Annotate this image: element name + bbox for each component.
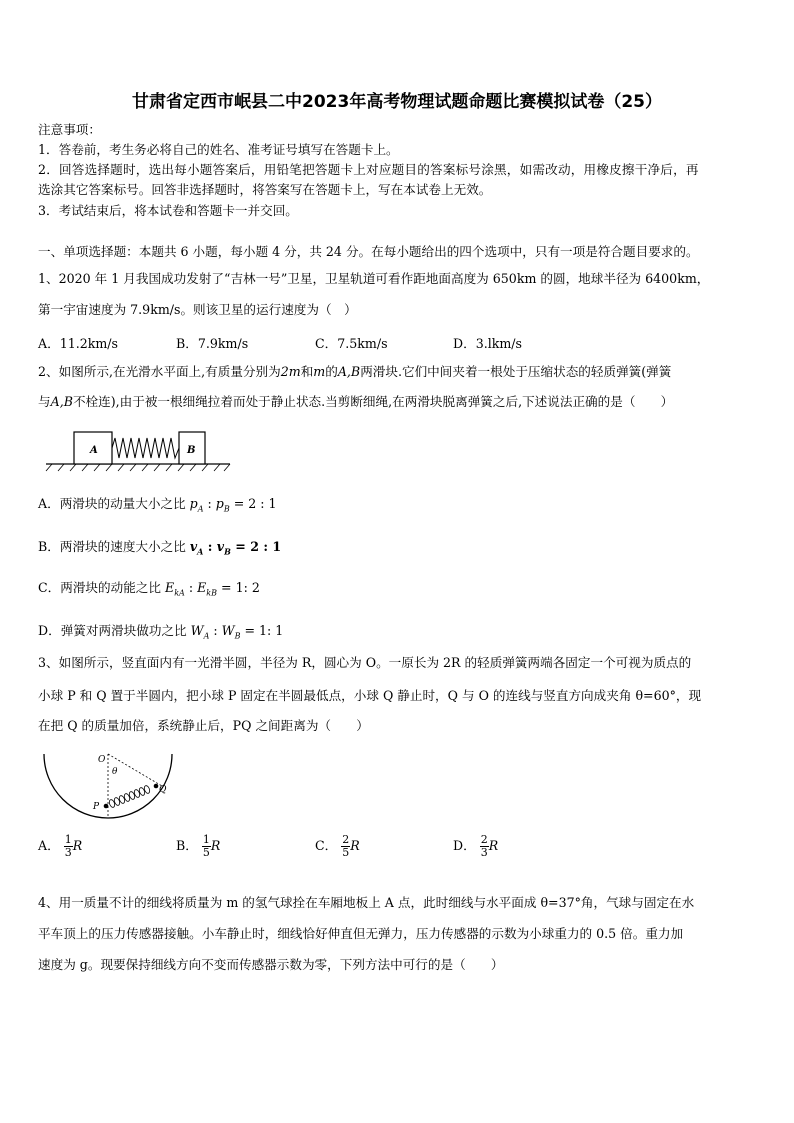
exam-title: 甘肃省定西市岷县二中2023年高考物理试题命题比赛模拟试卷（25） [132, 92, 662, 112]
q3-option-c-label: C． [315, 838, 338, 853]
q2-option-a: A．两滑块的动量大小之比 $p_A$ : $p_B = 2$ : 1 [38, 496, 277, 514]
q2-mass-m: m [313, 364, 326, 379]
q3-option-c-num: 2 [342, 833, 350, 846]
q3-option-a-r: R [72, 838, 83, 853]
q1-option-a: A．11.2km/s [38, 336, 119, 351]
notice-heading: 注意事项： [38, 122, 101, 137]
q1-stem-line1: 1、2020 年 1 月我国成功发射了“吉林一号”卫星，卫星轨道可看作距地面高度为 650km 的圆，地球半径为 6400km， [38, 271, 710, 286]
notice-item-2: 2．回答选择题时，选出每小题答案后，用铅笔把答题卡上对应题目的答案标号涂黑，如需改动，用橡皮擦干净后，再 [38, 162, 699, 177]
q2-stem-line1 [38, 364, 671, 380]
q3-label-o: O [98, 755, 106, 765]
q3-stem-line2: 小球 P 和 Q 置于半圆内，把小球 P 固定在半圆最低点，小球 Q 静止时，Q 与 O 的连线与竖直方向成夹角 θ=60°，现 [38, 688, 702, 703]
q2-stem-text-d: 不栓连),由于被一根细绳拉着而处于静止状态.当剪断细绳,在两滑块脱离弹簧之后,下述说法正确的是（ ） [72, 394, 674, 409]
q3-option-b-label: B． [176, 838, 198, 853]
q2-stem-text-c: 与 [38, 394, 51, 409]
q3-option-c-den: 5 [342, 846, 350, 859]
q2-spring [112, 438, 179, 458]
q3-option-d [453, 834, 498, 859]
q3-stem-line1: 3、如图所示，竖直面内有一光滑半圆，半径为 R，圆心为 O。一原长为 2R 的轻质弹簧两端各固定一个可视为质点的 [38, 655, 692, 670]
q3-spring [108, 785, 150, 808]
q2-stem-line2 [38, 394, 673, 410]
q2-option-d-text: D．弹簧对两滑块做功之比 [38, 623, 187, 638]
q2-option-c-ratio: 1: 2 [235, 580, 260, 595]
q2-and: 和 [300, 364, 314, 379]
q3-option-a [38, 834, 82, 859]
q3-semicircle-figure [40, 748, 185, 840]
q1-option-b: B．7.9km/s [176, 336, 249, 351]
q2-option-d: D．弹簧对两滑块做功之比 $W_A$ : $W_B = 1$: 1 [38, 623, 284, 641]
notice-item-1: 1．答卷前，考生务必将自己的姓名、准考证号填写在答题卡上。 [38, 142, 399, 157]
notice-item-2-cont: 选涂其它答案标号。回答非选择题时，将答案写在答题卡上，写在本试卷上无效。 [38, 182, 492, 197]
q2-mass-2m: 2m [280, 364, 301, 379]
q3-stem-line3: 在把 Q 的质量加倍，系统静止后，PQ 之间距离为（ ） [38, 718, 369, 733]
q2-option-b: B．两滑块的速度大小之比 $v_A$ : $v_B = 2$ : 1 [38, 539, 282, 557]
q4-stem-line1: 4、用一质量不计的细线将质量为 m 的氢气球拴在车厢地板上 A 点，此时细线与水平面成 θ=37°角，气球与固定在水 [38, 895, 695, 910]
q3-option-d-den: 3 [480, 846, 488, 859]
q3-option-c-r: R [350, 838, 360, 853]
q3-option-a-num: 1 [64, 833, 72, 846]
q2-block-a-label: A [90, 445, 98, 456]
q1-option-c: C．7.5km/s [315, 336, 388, 351]
q3-option-a-label: A． [38, 838, 60, 853]
q2-ab-2: A,B [50, 394, 73, 409]
q2-option-c-text: C．两滑块的动能之比 [38, 580, 161, 595]
q2-ab: A,B [337, 364, 361, 379]
q3-option-d-label: D． [453, 838, 476, 853]
q2-stem-text-b: 两滑块.它们中间夹着一根处于压缩状态的轻质弹簧(弹簧 [360, 364, 672, 379]
q3-option-d-r: R [488, 838, 499, 853]
q2-of: 的 [325, 364, 338, 379]
q3-option-b [176, 834, 220, 859]
q2-option-c: C．两滑块的动能之比 $E_{kA}$ : $E_{kB} = 1$: 2 [38, 580, 260, 598]
q2-option-a-ratio: 2 : 1 [248, 496, 277, 511]
q3-label-p: P [93, 802, 100, 812]
q3-label-theta: θ [112, 767, 118, 777]
notice-item-3: 3．考试结束后，将本试卷和答题卡一并交回。 [38, 203, 298, 218]
q2-stem-text-a: 2、如图所示,在光滑水平面上,有质量分别为 [38, 364, 281, 379]
q3-ball-q [154, 784, 159, 789]
q3-option-b-den: 5 [202, 846, 210, 859]
q3-option-b-r: R [210, 838, 221, 853]
q3-ball-p [104, 804, 109, 809]
q4-stem-line3: 速度为 g。现要保持细线方向不变而传感器示数为零，下列方法中可行的是（ ） [38, 957, 504, 972]
q2-block-b-label: B [187, 445, 196, 456]
q2-option-a-text: A．两滑块的动量大小之比 [38, 496, 186, 511]
q3-option-a-den: 3 [64, 846, 72, 859]
q1-option-d: D．3.lkm/s [453, 336, 523, 351]
q2-option-d-ratio: 1: 1 [259, 623, 284, 638]
q3-option-d-num: 2 [480, 833, 488, 846]
q3-label-q: Q [159, 785, 167, 795]
q1-stem-line2: 第一宇宙速度为 7.9km/s。则该卫星的运行速度为（ ） [38, 302, 357, 317]
section-heading: 一、单项选择题：本题共 6 小题，每小题 4 分，共 24 分。在每小题给出的四个选项中，只有一项是符合题目要求的。 [38, 244, 699, 259]
q4-stem-line2: 平车顶上的压力传感器接触。小车静止时，细线恰好伸直但无弹力，压力传感器的示数为小球重力的 0.5 倍。重力加 [38, 926, 684, 941]
q2-option-b-ratio: 2 : 1 [250, 539, 282, 554]
q2-option-b-text: B．两滑块的速度大小之比 [38, 539, 186, 554]
q2-spring-figure [44, 424, 234, 472]
q3-option-c [315, 834, 360, 859]
q3-option-b-num: 1 [202, 833, 210, 846]
